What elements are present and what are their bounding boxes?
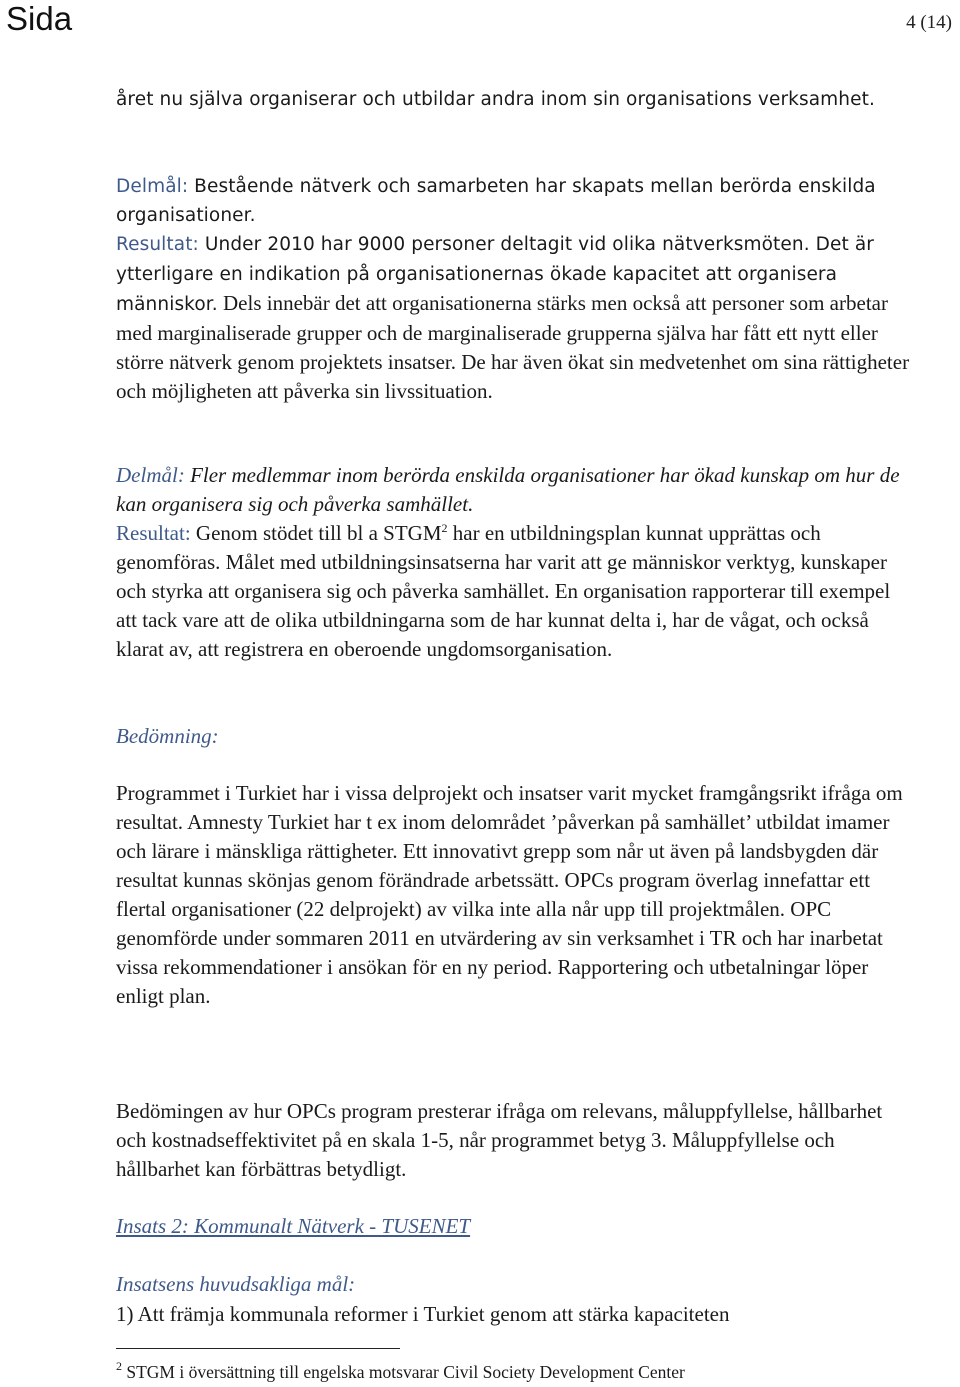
footnote-separator — [116, 1348, 400, 1349]
header-title: Sida — [6, 0, 73, 37]
resultat-1-text: Under 2010 har 9000 personer deltagit vid olika nätverksmöten. Det är ytterligare en indikation på organisationernas ökade kapacitet att organisera människor. — [116, 234, 874, 315]
paragraph-bedomning-summary: Bedömingen av hur OPCs program presterar ifråga om relevans, måluppfyllelse, hållbarhet och kostnadseffektivitet på en skala 1-5, når programmet betyg 3. Måluppfyllelse och hållbarhet kan förbättras betydligt. — [116, 1099, 883, 1181]
footnote-text: STGM i översättning till engelska motsvarar Civil Society Development Center — [122, 1362, 685, 1382]
paragraph-bedomning: Programmet i Turkiet har i vissa delprojekt och insatser varit mycket framgångsrikt ifråga om resultat. Amnesty Turkiet har t ex inom delområdet ’påverkan på samhället’ utbildat imamer och lärare i mänskliga rättigheter. Ett innovativt grepp som når ut även på landsbygden där resultat kunnas skönjas genom förändrade arbetssätt. OPCs program överlag innefattar ett flertal organisationer (22 delprojekt) av vilka inte alla når upp till projektmålen. OPC genomförde under sommaren 2011 en utvärdering av sin verksamhet i TR och har inarbetat vissa rekommendationer i ansökan för en ny period. Rapportering och utbetalningar löper enligt plan. — [116, 781, 903, 1008]
huvudmal-heading: Insatsens huvudsakliga mål: — [116, 1272, 356, 1296]
bedomning-heading: Bedömning: — [116, 724, 219, 748]
resultat-2-label: Resultat: — [116, 521, 191, 545]
huvudmal-item-1: 1) Att främja kommunala reformer i Turkiet genom att stärka kapaciteten — [116, 1302, 730, 1326]
delmal-1-text: Bestående nätverk och samarbeten har skapats mellan berörda enskilda organisationer. — [116, 176, 876, 226]
resultat-1-label: Resultat: — [116, 234, 199, 255]
delmal-2-text: Fler medlemmar inom berörda enskilda organisationer har ökad kunskap om hur de kan organisera sig och påverka samhället. — [116, 463, 900, 516]
resultat-2-text-b: har en utbildningsplan kunnat upprättas och genomföras. Målet med utbildningsinsatserna har varit att ge människor verktyg, kunskaper och styrka att organisera sig och påverka samhället. En organisation rapporterar till exempel att tack vare att de olika utbildningarna som de har kunnat delta i, har de vågat, och också klarat av, att registrera en oberoende ungdomsorganisation. — [116, 521, 891, 661]
paragraph-delmal-1 — [116, 172, 916, 230]
intro-text: året nu själva organiserar och utbildar andra inom sin organisations verksamhet. — [116, 89, 875, 110]
insats-2-heading: Insats 2: Kommunalt Nätverk - TUSENET — [116, 1214, 471, 1238]
resultat-2-text-a: Genom stödet till bl a STGM — [190, 521, 442, 545]
footnote-ref-2[interactable]: 2 — [441, 521, 448, 535]
delmal-1-label: Delmål: — [116, 176, 189, 197]
paragraph-delmal-2 — [116, 461, 916, 519]
paragraph-resultat-1 — [116, 229, 916, 406]
delmal-2-label: Delmål: — [116, 463, 185, 487]
page-number: 4 (14) — [906, 12, 952, 33]
resultat-1-continuation: Dels innebär det att organisationerna stärks men också att personer som arbetar med marginaliserade grupper och de marginaliserade grupperna själva har fått ett nytt eller större nätverk genom projektets insatser. De har även ökat sin medvetenhet om sina rättigheter och möjligheten att påverka sin livssituation. — [116, 291, 910, 403]
paragraph-intro — [116, 85, 916, 114]
footnote-2 — [116, 1360, 916, 1384]
paragraph-resultat-2 — [116, 519, 916, 664]
footnote-marker: 2 — [116, 1359, 122, 1373]
